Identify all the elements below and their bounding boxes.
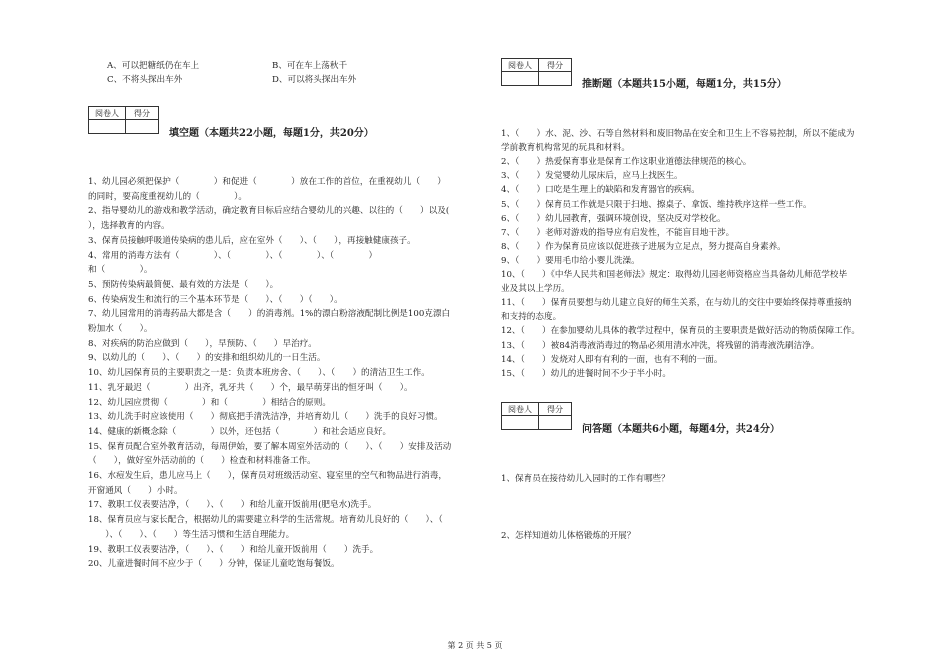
judge-question-line: 15、（ ）幼儿的进餐时间不少于半小时。 — [501, 368, 671, 379]
score-box-qa — [501, 402, 572, 430]
fill-question-line: 1、幼儿园必须把保护（ ）和促进（ ）放在工作的首位，在重视幼儿（ ） — [88, 177, 446, 187]
fill-question-line: 16、水痘发生后，患儿应马上（ ），保育员对班级活动室、寝室里的空气和物品进行消毒， — [88, 471, 447, 481]
score-box-score-cell[interactable] — [539, 72, 572, 86]
fill-question-line: 开窗通风（ ）小时。 — [88, 485, 183, 496]
fill-question-line: 20、儿童进餐时间不应少于（ ）分钟，保证儿童吃饱每餐饭。 — [88, 559, 340, 570]
option-b: B、可在车上荡秋千 — [272, 61, 348, 71]
judge-question-line: 6、（ ）幼儿园教育，强调环境创设，坚决反对学校化。 — [501, 213, 726, 224]
fill-question-line: 的同时，要高度重视幼儿的（ ）。 — [88, 191, 247, 202]
score-box-grader-label: 阅卷人 — [502, 403, 539, 416]
fill-question-line: ），选择教育的内容。 — [88, 221, 170, 232]
score-box-judge — [501, 58, 572, 86]
section-title-qa: 问答题（本题共6小题，每题4分，共24分） — [582, 424, 780, 435]
judge-question-line: 8、（ ）作为保育员应该以促进孩子进展为立足点，努力提高自身素养。 — [501, 241, 786, 252]
judge-question-line: 5、（ ）保育员工作就是只限于扫地、擦桌子、拿饭、维持秩序这样一些工作。 — [501, 199, 812, 210]
section-title-fill: 填空题（本题共22小题，每题1分，共20分） — [169, 128, 374, 139]
fill-question-line: 8、对疾病的防治应做到（ ），早预防、（ ）早治疗。 — [88, 338, 317, 349]
score-box-score-label: 得分 — [539, 403, 572, 416]
fill-question-line: 9、以幼儿的（ ）、（ ）的安排和组织幼儿的一日生活。 — [88, 353, 326, 364]
fill-question-line: 2、指导婴幼儿的游戏和教学活动，确定教育目标后应结合婴幼儿的兴趣、以往的（ ）以及( — [88, 206, 450, 217]
judge-question-line: 14、（ ）发烧对人即有有利的一面，也有不利的一面。 — [501, 354, 723, 365]
judge-question-line: 11、（ ）保育员要想与幼儿建立良好的师生关系，在与幼儿的交往中要始终保持尊重接纳 — [501, 298, 852, 309]
score-box-score-cell[interactable] — [539, 416, 572, 430]
fill-question-line: 3、保育员接触呼吸道传染病的患儿后，应在室外（ ）、（ ），再接触健康孩子。 — [88, 235, 416, 246]
fill-question-line: 6、传染病发生和流行的三个基本环节是（ ）、（ ）（ ）。 — [88, 294, 343, 305]
fill-question-line: 14、健康的新概念除（ ）以外，还包括（ ）和社会适应良好。 — [88, 426, 392, 437]
fill-question-line: 5、预防传染病最简便、最有效的方法是（ ）。 — [88, 279, 279, 290]
fill-question-line: 19、教职工仪表要洁净，（ ）、（ ）和给儿童开饭前用（ ）洗手。 — [88, 544, 379, 555]
fill-question-line: 12、幼儿园应贯彻（ ）和（ ）相结合的原则。 — [88, 397, 331, 408]
score-box-grader-cell[interactable] — [502, 416, 539, 430]
score-box-score-cell[interactable] — [126, 120, 159, 134]
fill-question-line: 和（ ）。 — [88, 265, 153, 276]
score-box-grader-label: 阅卷人 — [89, 107, 126, 120]
judge-question-line: 10、（ ）《中华人民共和国老师法》规定：取得幼儿园老师资格应当具备幼儿师范学校毕 — [501, 270, 848, 280]
judge-question-line: 和支持的态度。 — [501, 312, 562, 323]
page-footer: 第 2 页 共 5 页 — [447, 641, 503, 650]
judge-question-line: 业及其以上学历。 — [501, 284, 570, 295]
judge-question-line: 13、（ ）被84消毒液消毒过的物品必须用清水冲洗，将残留的消毒液洗刷洁净。 — [501, 340, 820, 351]
fill-question-line: 粉加水（ ）。 — [88, 324, 153, 334]
score-box-score-label: 得分 — [126, 107, 159, 120]
judge-question-line: 12、（ ）在参加婴幼儿具体的教学过程中，保育员的主要职责是做好活动的物质保障工作。 — [501, 326, 860, 337]
fill-question-line: 18、保育员应与家长配合，根据幼儿的需要建立科学的生活常规。培育幼儿良好的（ ）、（ — [88, 515, 443, 526]
option-d: D、可以将头探出车外 — [272, 75, 357, 85]
score-box-grader-cell[interactable] — [502, 72, 539, 86]
fill-question-line: 4、常用的消毒方法有（ ）、（ ）、（ ）、（ ） — [88, 250, 378, 261]
judge-question-line: 7、（ ）老师对游戏的指导应有启发性，不能盲目地干涉。 — [501, 227, 735, 238]
judge-question-line: 9、（ ）要用毛巾给小婴儿洗澡。 — [501, 255, 640, 266]
fill-question-line: 13、幼儿洗手时应该使用（ ）彻底把手清洗洁净，并培育幼儿（ ）洗手的良好习惯。 — [88, 412, 443, 423]
fill-question-line: ）、（ ）、（ ）等生活习惯和生活自理能力。 — [88, 529, 295, 540]
judge-question-line: 4、（ ）口吃是生理上的缺陷和发育器官的疾病。 — [501, 185, 700, 196]
score-box-grader-cell[interactable] — [89, 120, 126, 134]
score-box-fill — [88, 106, 159, 134]
fill-question-line: 7、幼儿园常用的消毒药品大都是含（ ）的消毒剂。1%的漂白粉溶液配制比例是100克漂白 — [88, 309, 451, 320]
option-c: C、不将头探出车外 — [107, 75, 183, 85]
score-box-grader-label: 阅卷人 — [502, 59, 539, 72]
fill-question-line: 10、幼儿园保育员的主要职责之一是：负责本班房舍、（ ）、（ ）的清洁卫生工作。 — [88, 368, 430, 379]
judge-question-line: 学前教育机构常见的玩具和材料。 — [501, 143, 630, 154]
score-box-score-label: 得分 — [539, 59, 572, 72]
fill-question-line: （ ），做好室外活动前的（ ）检查和材料准备工作。 — [88, 456, 316, 467]
judge-question-line: 2、（ ）热爱保育事业是保育工作这职业道德法律规范的核心。 — [501, 157, 752, 168]
judge-question-line: 1、（ ）水、泥、沙、石等自然材料和废旧物品在安全和卫生上不容易控制，所以不能成为 — [501, 129, 855, 139]
option-a: A、可以把糖纸仍在车上 — [107, 61, 200, 71]
fill-question-line: 15、保育员配合室外教育活动，每周伊始，要了解本周室外活动的（ ）、（ ）安排及活动 — [88, 441, 452, 452]
judge-question-line: 3、（ ）发觉婴幼儿尿床后，应马上找医生。 — [501, 171, 683, 182]
fill-question-line: 17、教职工仪表要洁净，（ ）、（ ）和给儿童开饭前用(肥皂水)洗手。 — [88, 500, 377, 511]
qa-question-2: 2、怎样知道幼儿体格锻炼的开展？ — [501, 531, 636, 541]
qa-question-1: 1、保育员在接待幼儿入园时的工作有哪些？ — [501, 474, 670, 484]
fill-question-line: 11、乳牙最迟（ ）出齐，乳牙共（ ）个，最早萌芽出的恒牙叫（ ）。 — [88, 382, 413, 393]
section-title-judge: 推断题（本题共15小题，每题1分，共15分） — [582, 79, 787, 90]
